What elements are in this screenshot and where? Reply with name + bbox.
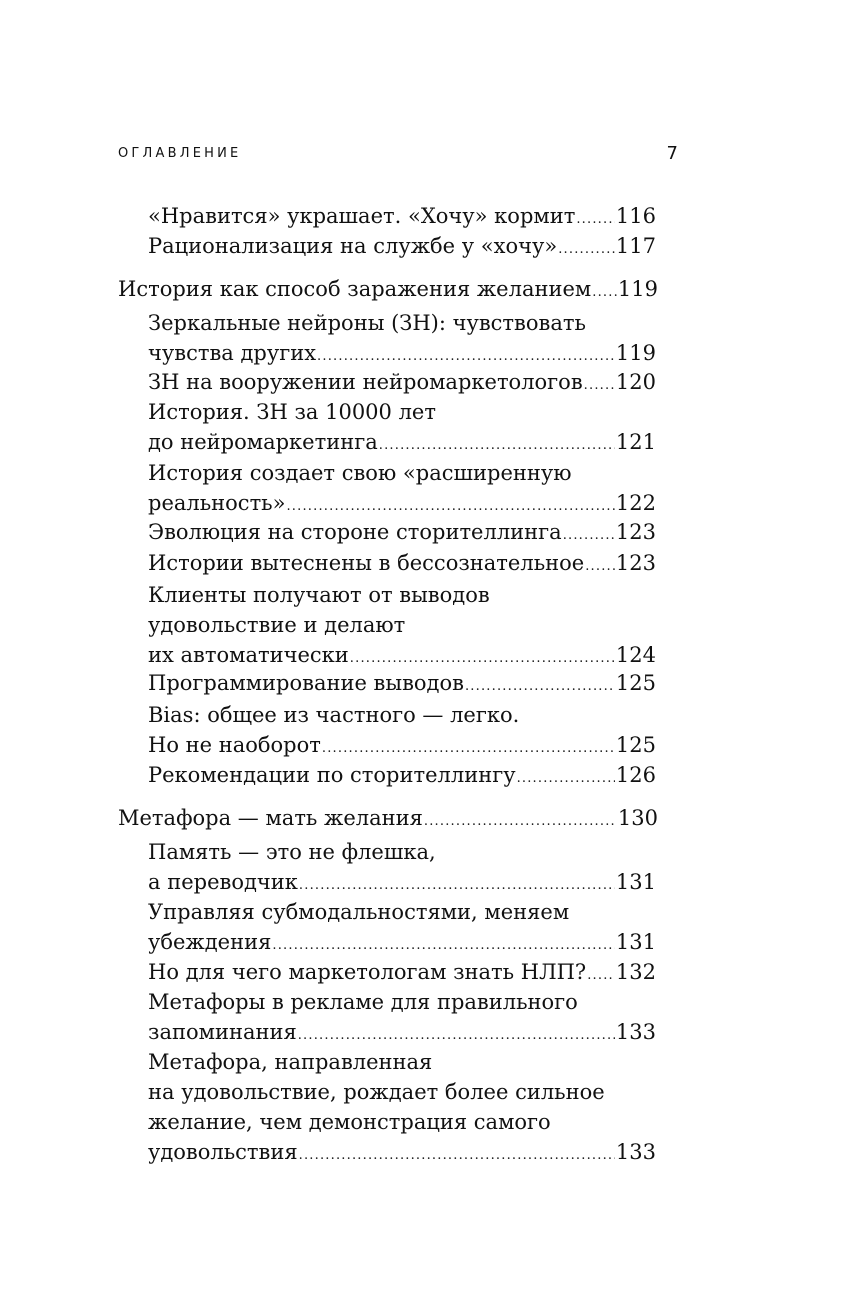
toc-entry-line: [148, 640, 656, 670]
toc-entry-title: Клиенты получают от выводов: [148, 583, 490, 607]
toc-page-number: 120: [615, 370, 656, 394]
toc-page-number: 125: [615, 671, 656, 695]
dot-leader: [465, 672, 615, 702]
toc-section: [148, 308, 656, 368]
toc-entry-title: Метафоры в рекламе для правильного: [148, 990, 578, 1014]
toc-chapter: [118, 274, 658, 304]
toc-page-number: 133: [615, 1020, 656, 1044]
toc-page-number: 122: [615, 491, 656, 515]
page-number: 7: [666, 143, 678, 164]
dot-leader: [379, 431, 615, 461]
toc-entry-line: [148, 548, 656, 578]
toc-entry-title: удовольствия: [148, 1140, 298, 1164]
toc-entry-title: История создает свою «расширенную: [148, 461, 572, 485]
toc-entry-title: до нейромаркетинга: [148, 430, 378, 454]
toc-entry-line: [148, 927, 656, 957]
toc-page-number: 133: [615, 1140, 656, 1164]
toc-entry-title: Но для чего маркетологам знать НЛП?: [148, 960, 587, 984]
toc-entry-title: ЗН на вооружении нейромаркетологов: [148, 370, 583, 394]
toc-section: [148, 668, 656, 698]
toc-entry-title: чувства других: [148, 341, 317, 365]
toc-entry-line: [148, 517, 656, 547]
toc-page-number: 117: [615, 234, 656, 258]
dot-leader: [585, 552, 615, 582]
toc-entry-line: [148, 338, 656, 368]
toc-entry-title: История как способ заражения желанием: [118, 277, 592, 301]
toc-entry-line: [148, 668, 656, 698]
toc-section: [148, 987, 656, 1047]
toc-entry-title: убеждения: [148, 930, 272, 954]
toc-entry-title: Но не наоборот: [148, 733, 321, 757]
toc-section: [148, 760, 656, 790]
toc-section: [148, 231, 656, 261]
toc-entry-line: [148, 957, 656, 987]
toc-page-number: 121: [615, 430, 656, 454]
toc-page-number: 123: [615, 551, 656, 575]
toc-entry-title: их автоматически: [148, 643, 349, 667]
toc-entry-title: реальность»: [148, 491, 286, 515]
toc-entry-line: [148, 1017, 656, 1047]
toc-entry-title: Истории вытеснены в бессознательное: [148, 551, 585, 575]
toc-entry-title: Управляя субмодальностями, меняем: [148, 900, 570, 924]
toc-entry-title: Эволюция на стороне сторителлинга: [148, 520, 562, 544]
toc-chapter: [118, 803, 658, 833]
toc-section: [148, 1047, 656, 1167]
toc-section: [148, 458, 656, 518]
dot-leader: [517, 764, 615, 794]
toc-page-number: 132: [615, 960, 656, 984]
toc-page-number: 124: [615, 643, 656, 667]
toc-section: [148, 957, 656, 987]
toc-entry-title: желание, чем демонстрация самого: [148, 1110, 551, 1134]
dot-leader: [592, 278, 617, 308]
toc-page-number: 119: [617, 277, 658, 301]
dot-leader: [558, 235, 615, 265]
toc-entry-title: Память — это не флешка,: [148, 840, 436, 864]
toc-section: [148, 548, 656, 578]
toc-entry-line: [148, 367, 656, 397]
toc-entry-line: [148, 730, 656, 760]
toc-entry-line: [148, 231, 656, 261]
toc-section: [148, 580, 656, 670]
toc-entry-title: История. ЗН за 10000 лет: [148, 400, 436, 424]
running-header-title: ОГЛАВЛЕНИЕ: [118, 146, 242, 161]
dot-leader: [299, 1141, 615, 1171]
toc-section: [148, 700, 656, 760]
toc-entry-title: запоминания: [148, 1020, 297, 1044]
toc-page-number: 126: [615, 763, 656, 787]
toc-page-number: 125: [615, 733, 656, 757]
toc-page-number: 119: [615, 341, 656, 365]
toc-entry-title: удовольствие и делают: [148, 613, 406, 637]
toc-entry-title: Bias: общее из частного — легко.: [148, 703, 520, 727]
toc-section: [148, 897, 656, 957]
toc-entry-line: [148, 867, 656, 897]
toc-entry-title: Зеркальные нейроны (ЗН): чувствовать: [148, 311, 586, 335]
toc-entry-line: [118, 274, 658, 304]
toc-entry-line: [148, 201, 656, 231]
dot-leader: [424, 807, 617, 837]
toc-page-number: 123: [615, 520, 656, 544]
toc-entry-title: Рекомендации по сторителлингу: [148, 763, 516, 787]
dot-leader: [563, 521, 615, 551]
toc-page-number: 116: [615, 204, 656, 228]
toc-page-number: 130: [617, 806, 658, 830]
toc-entry-title: Программирование выводов: [148, 671, 464, 695]
toc-entry-line: [118, 803, 658, 833]
toc-entry-title: Метафора, направленная: [148, 1050, 433, 1074]
toc-entry-line: [148, 1137, 656, 1167]
toc-section: [148, 201, 656, 231]
toc-entry-line: [148, 488, 656, 518]
toc-section: [148, 367, 656, 397]
running-header: [118, 143, 680, 166]
toc-section: [148, 837, 656, 897]
toc-entry-title: «Нравится» украшает. «Хочу» кормит: [148, 204, 576, 228]
toc-entry-line: [148, 427, 656, 457]
toc-section: [148, 397, 656, 457]
toc-page-number: 131: [615, 870, 656, 894]
toc-section: [148, 517, 656, 547]
toc-entry-title: Рационализация на службе у «хочу»: [148, 234, 558, 258]
toc-entry-title: а переводчик: [148, 870, 298, 894]
toc-page-number: 131: [615, 930, 656, 954]
toc-entry-line: [148, 760, 656, 790]
toc-entry-title: на удовольствие, рождает более сильное: [148, 1080, 605, 1104]
toc-entry-title: Метафора — мать желания: [118, 806, 423, 830]
